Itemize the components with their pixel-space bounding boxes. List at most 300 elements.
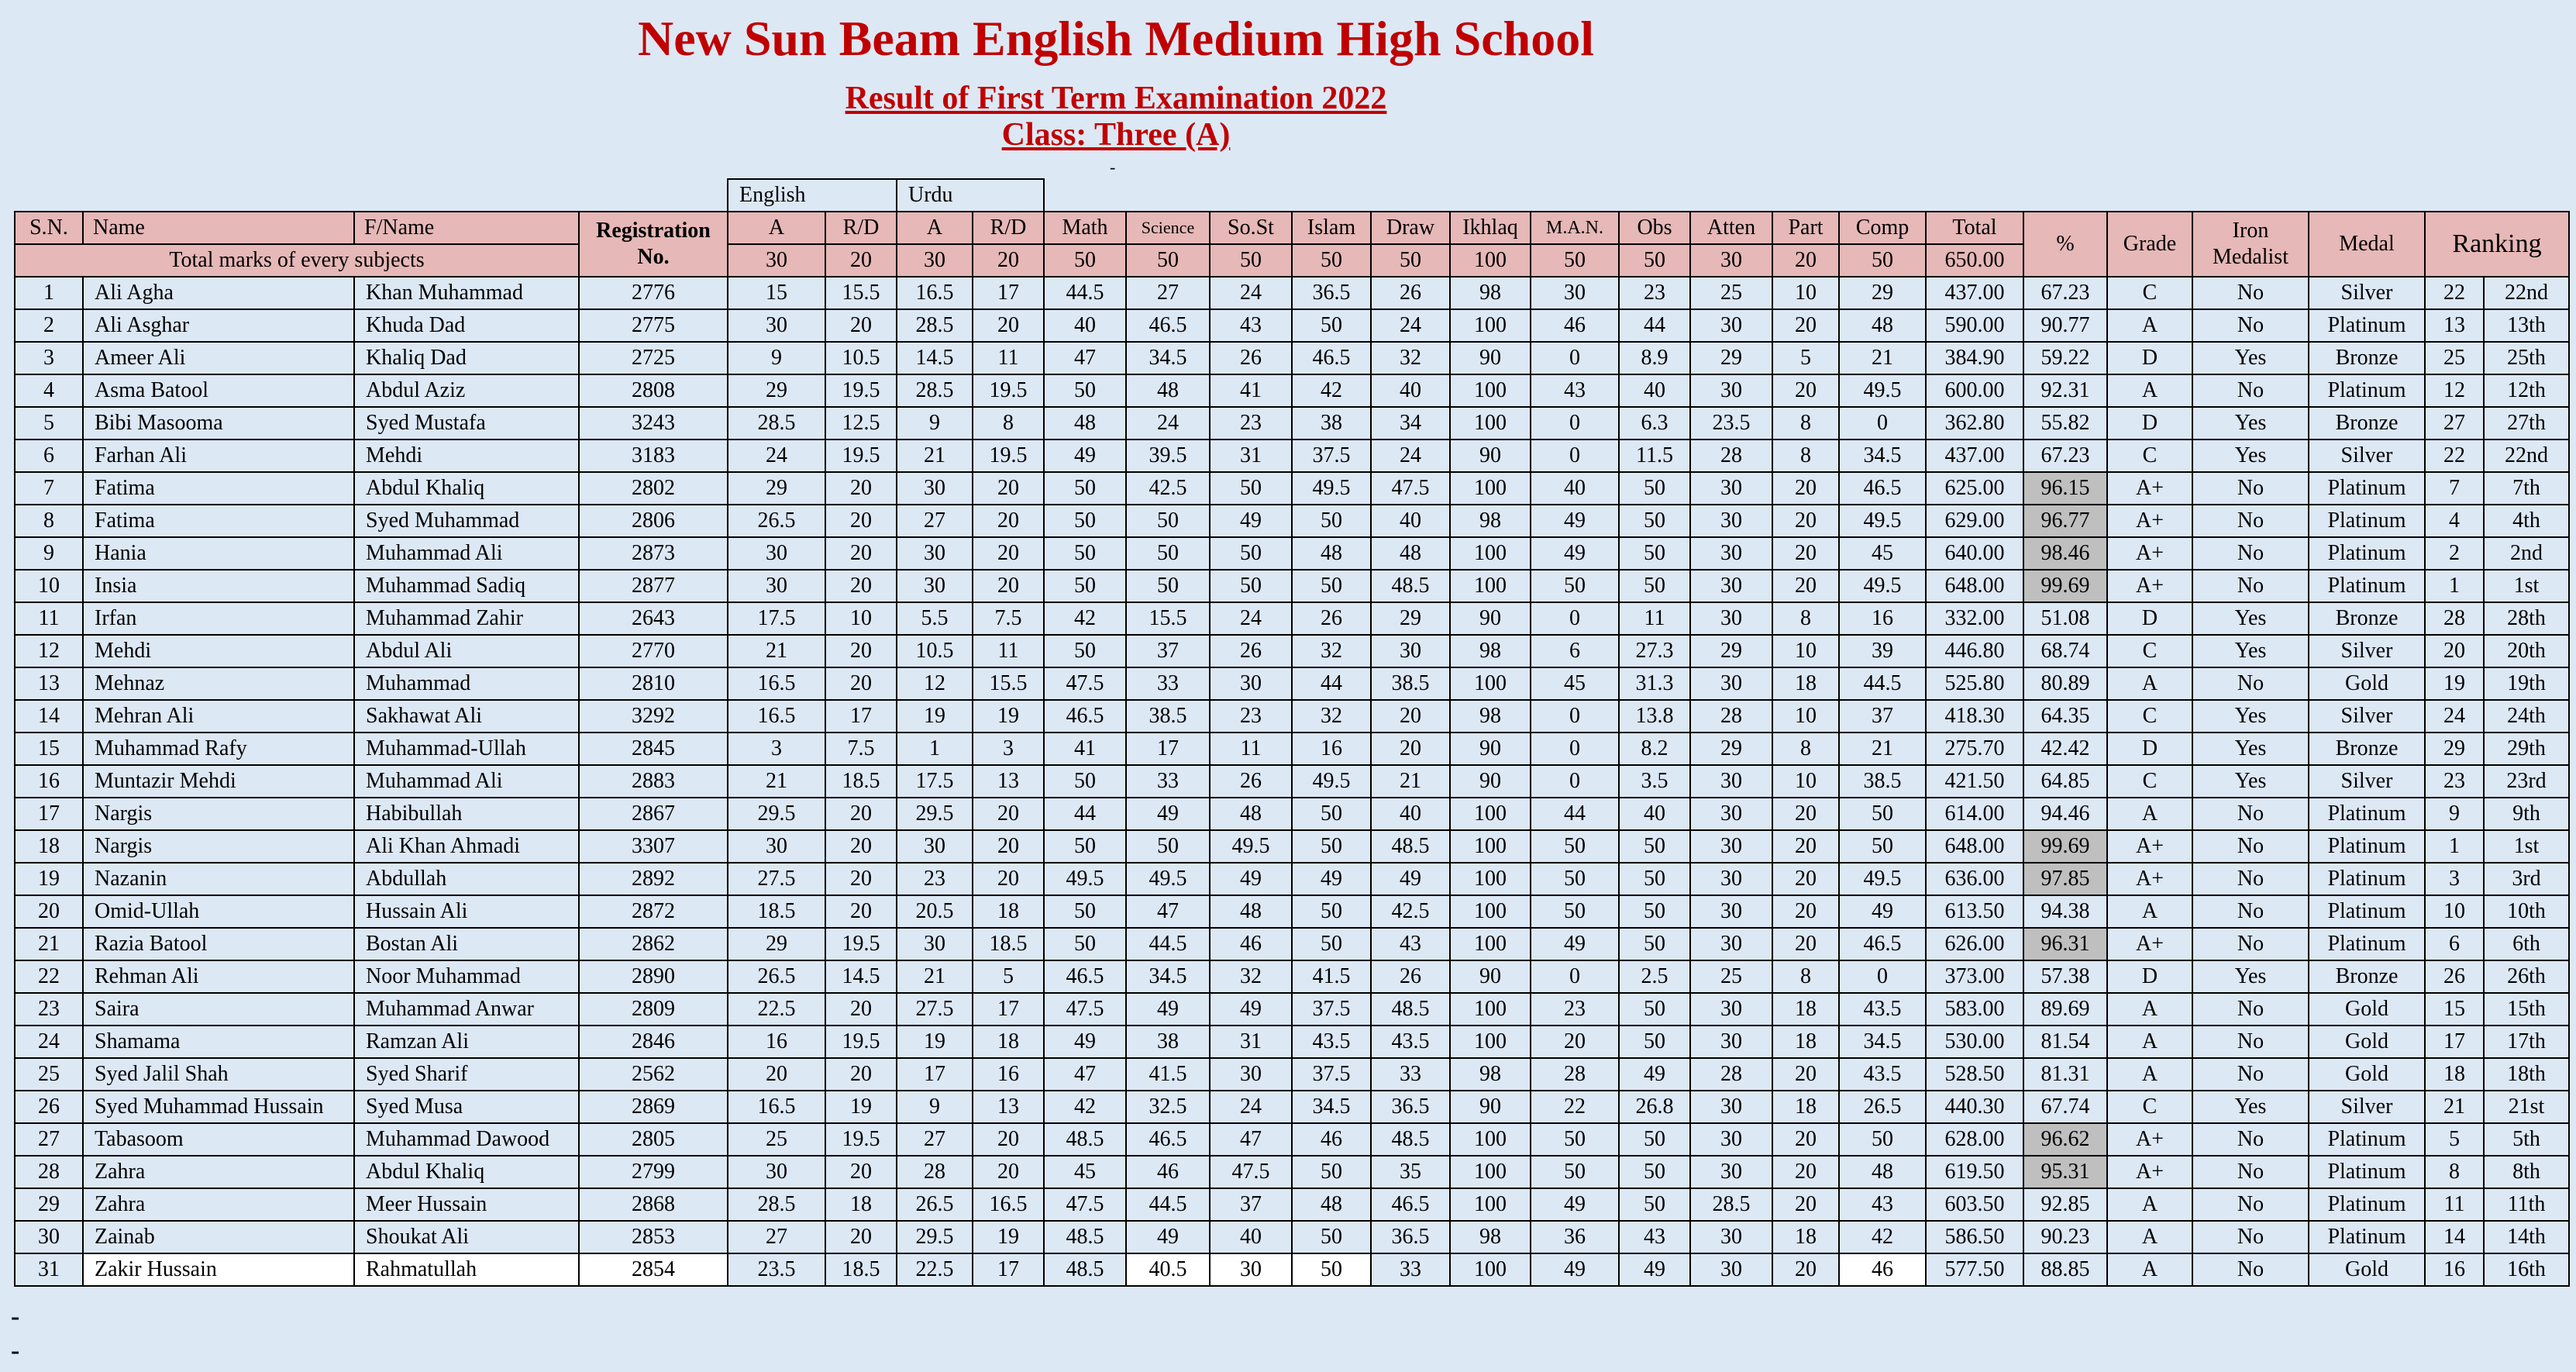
mark-cell: 41.5 xyxy=(1292,960,1371,993)
position-cell: 14th xyxy=(2484,1221,2569,1253)
registration-cell: 2873 xyxy=(579,537,728,570)
mark-cell: 10.5 xyxy=(897,635,973,667)
mark-cell: 38 xyxy=(1292,407,1371,440)
mark-cell: 46.5 xyxy=(1126,309,1210,342)
grade-cell: A xyxy=(2107,1188,2192,1221)
position-cell: 7th xyxy=(2484,472,2569,505)
rank-cell: 1 xyxy=(2425,570,2484,602)
mark-cell: 13.8 xyxy=(1619,700,1690,733)
mark-cell: 17.5 xyxy=(728,602,825,635)
serial-cell: 14 xyxy=(15,700,83,733)
mark-cell: 27.5 xyxy=(897,993,973,1026)
mark-cell: 43.5 xyxy=(1292,1026,1371,1058)
mark-cell: 100 xyxy=(1450,309,1531,342)
medal-cell: Platinum xyxy=(2309,1156,2425,1188)
registration-cell: 2802 xyxy=(579,472,728,505)
mark-cell: 98 xyxy=(1450,1058,1531,1091)
max-mark: 30 xyxy=(897,244,973,277)
grade-cell: A xyxy=(2107,993,2192,1026)
total-marks-label: Total marks of every subjects xyxy=(15,244,579,277)
mark-cell: 49.5 xyxy=(1292,472,1371,505)
mark-cell: 20 xyxy=(973,798,1044,830)
grade-cell: A+ xyxy=(2107,830,2192,863)
mark-cell: 49.5 xyxy=(1292,765,1371,798)
mark-cell: 30 xyxy=(728,830,825,863)
mark-cell: 100 xyxy=(1450,537,1531,570)
mark-cell: 50 xyxy=(1619,505,1690,537)
mark-cell: 37 xyxy=(1839,700,1926,733)
medal-cell: Gold xyxy=(2309,667,2425,700)
registration-cell: 2869 xyxy=(579,1091,728,1123)
registration-cell: 2770 xyxy=(579,635,728,667)
mark-cell: 19 xyxy=(897,1026,973,1058)
registration-cell: 2805 xyxy=(579,1123,728,1156)
mark-cell: 30 xyxy=(1690,1091,1772,1123)
student-name-cell: Mehran Ali xyxy=(83,700,354,733)
mark-cell: 48.5 xyxy=(1044,1253,1126,1286)
max-mark: 50 xyxy=(1371,244,1450,277)
mark-cell: 30 xyxy=(1690,1253,1772,1286)
registration-cell: 2806 xyxy=(579,505,728,537)
mark-cell: 32 xyxy=(1371,342,1450,374)
position-cell: 8th xyxy=(2484,1156,2569,1188)
mark-cell: 20 xyxy=(1772,1058,1839,1091)
position-cell: 29th xyxy=(2484,733,2569,765)
father-name-cell: Abdul Aziz xyxy=(354,374,579,407)
student-name-cell: Saira xyxy=(83,993,354,1026)
table-row xyxy=(15,570,2569,602)
mark-cell: 40 xyxy=(1619,798,1690,830)
iron-medalist-cell: No xyxy=(2192,1221,2309,1253)
mark-cell: 47.5 xyxy=(1210,1156,1292,1188)
grade-cell: A+ xyxy=(2107,505,2192,537)
registration-cell: 2845 xyxy=(579,733,728,765)
rank-cell: 16 xyxy=(2425,1253,2484,1286)
grade-cell: C xyxy=(2107,765,2192,798)
rank-cell: 22 xyxy=(2425,440,2484,472)
registration-cell: 2892 xyxy=(579,863,728,895)
registration-cell: 2868 xyxy=(579,1188,728,1221)
serial-cell: 4 xyxy=(15,374,83,407)
mark-cell: 20 xyxy=(825,798,897,830)
mark-cell: 30 xyxy=(1210,1058,1292,1091)
father-name-cell: Muhammad Sadiq xyxy=(354,570,579,602)
registration-cell: 2877 xyxy=(579,570,728,602)
mark-cell: 43 xyxy=(1210,309,1292,342)
student-name-cell: Muntazir Mehdi xyxy=(83,765,354,798)
mark-cell: 26.5 xyxy=(897,1188,973,1221)
mark-cell: 3 xyxy=(728,733,825,765)
serial-cell: 10 xyxy=(15,570,83,602)
position-cell: 24th xyxy=(2484,700,2569,733)
mark-cell: 49 xyxy=(1126,1221,1210,1253)
serial-cell: 1 xyxy=(15,277,83,309)
iron-medalist-cell: No xyxy=(2192,1058,2309,1091)
mark-cell: 6 xyxy=(1531,635,1619,667)
mark-cell: 26 xyxy=(1371,277,1450,309)
mark-cell: 34 xyxy=(1371,407,1450,440)
mark-cell: 49 xyxy=(1044,440,1126,472)
mark-cell: 48 xyxy=(1292,1188,1371,1221)
mark-cell: 40 xyxy=(1371,505,1450,537)
student-name-cell: Nargis xyxy=(83,830,354,863)
mark-cell: 0 xyxy=(1531,733,1619,765)
registration-cell: 3183 xyxy=(579,440,728,472)
position-cell: 25th xyxy=(2484,342,2569,374)
mark-cell: 30 xyxy=(1210,1253,1292,1286)
grade-cell: A xyxy=(2107,1058,2192,1091)
mark-cell: 22.5 xyxy=(728,993,825,1026)
grade-cell: C xyxy=(2107,277,2192,309)
header-draw: Draw xyxy=(1371,212,1450,244)
iron-medalist-cell: No xyxy=(2192,863,2309,895)
header-registration-line1: Registration xyxy=(596,219,711,243)
student-name-cell: Nazanin xyxy=(83,863,354,895)
mark-cell: 18 xyxy=(973,1026,1044,1058)
mark-cell: 23 xyxy=(1531,993,1619,1026)
mark-cell: 29 xyxy=(728,374,825,407)
rank-cell: 18 xyxy=(2425,1058,2484,1091)
father-name-cell: Muhammad Dawood xyxy=(354,1123,579,1156)
total-cell: 530.00 xyxy=(1926,1026,2023,1058)
mark-cell: 30 xyxy=(728,570,825,602)
mark-cell: 10 xyxy=(1772,635,1839,667)
table-row xyxy=(15,374,2569,407)
header-science: Science xyxy=(1126,212,1210,244)
mark-cell: 17 xyxy=(1126,733,1210,765)
mark-cell: 49 xyxy=(1044,1026,1126,1058)
mark-cell: 0 xyxy=(1839,960,1926,993)
mark-cell: 90 xyxy=(1450,602,1531,635)
mark-cell: 50 xyxy=(1619,1188,1690,1221)
rank-cell: 11 xyxy=(2425,1188,2484,1221)
student-name-cell: Ali Agha xyxy=(83,277,354,309)
serial-cell: 19 xyxy=(15,863,83,895)
position-cell: 20th xyxy=(2484,635,2569,667)
mark-cell: 47 xyxy=(1044,1058,1126,1091)
table-row xyxy=(15,1188,2569,1221)
total-cell: 384.90 xyxy=(1926,342,2023,374)
mark-cell: 44.5 xyxy=(1839,667,1926,700)
mark-cell: 49 xyxy=(1126,798,1210,830)
max-mark: 50 xyxy=(1044,244,1126,277)
mark-cell: 47 xyxy=(1126,895,1210,928)
mark-cell: 48.5 xyxy=(1371,1123,1450,1156)
rank-cell: 19 xyxy=(2425,667,2484,700)
mark-cell: 48.5 xyxy=(1371,830,1450,863)
rank-cell: 20 xyxy=(2425,635,2484,667)
mark-cell: 47 xyxy=(1210,1123,1292,1156)
mark-cell: 18.5 xyxy=(973,928,1044,960)
mark-cell: 42 xyxy=(1044,602,1126,635)
mark-cell: 3.5 xyxy=(1619,765,1690,798)
mark-cell: 18 xyxy=(973,895,1044,928)
student-name-cell: Ali Asghar xyxy=(83,309,354,342)
grade-cell: A+ xyxy=(2107,1156,2192,1188)
mark-cell: 29 xyxy=(1690,342,1772,374)
father-name-cell: Khan Muhammad xyxy=(354,277,579,309)
mark-cell: 26 xyxy=(1210,342,1292,374)
mark-cell: 20 xyxy=(973,1123,1044,1156)
registration-cell: 2809 xyxy=(579,993,728,1026)
grade-cell: A+ xyxy=(2107,472,2192,505)
mark-cell: 50 xyxy=(1619,1156,1690,1188)
percent-cell: 98.46 xyxy=(2023,537,2107,570)
mark-cell: 30 xyxy=(1690,928,1772,960)
mark-cell: 30 xyxy=(1690,309,1772,342)
mark-cell: 30 xyxy=(728,537,825,570)
mark-cell: 18.5 xyxy=(825,765,897,798)
serial-cell: 7 xyxy=(15,472,83,505)
total-cell: 640.00 xyxy=(1926,537,2023,570)
mark-cell: 25 xyxy=(1690,277,1772,309)
student-name-cell: Fatima xyxy=(83,472,354,505)
mark-cell: 47.5 xyxy=(1371,472,1450,505)
serial-cell: 23 xyxy=(15,993,83,1026)
mark-cell: 50 xyxy=(1619,863,1690,895)
percent-cell: 88.85 xyxy=(2023,1253,2107,1286)
medal-cell: Gold xyxy=(2309,1058,2425,1091)
mark-cell: 90 xyxy=(1450,960,1531,993)
medal-cell: Silver xyxy=(2309,765,2425,798)
mark-cell: 0 xyxy=(1531,440,1619,472)
mark-cell: 49.5 xyxy=(1839,863,1926,895)
mark-cell: 28.5 xyxy=(728,407,825,440)
total-cell: 418.30 xyxy=(1926,700,2023,733)
mark-cell: 41 xyxy=(1210,374,1292,407)
serial-cell: 13 xyxy=(15,667,83,700)
table-row xyxy=(15,277,2569,309)
mark-cell: 49 xyxy=(1210,863,1292,895)
percent-cell: 96.77 xyxy=(2023,505,2107,537)
medal-cell: Silver xyxy=(2309,1091,2425,1123)
mark-cell: 20 xyxy=(825,830,897,863)
medal-cell: Platinum xyxy=(2309,1221,2425,1253)
grade-cell: A+ xyxy=(2107,537,2192,570)
mark-cell: 21 xyxy=(1371,765,1450,798)
mark-cell: 37.5 xyxy=(1292,440,1371,472)
mark-cell: 35 xyxy=(1371,1156,1450,1188)
mark-cell: 29 xyxy=(1839,277,1926,309)
mark-cell: 48 xyxy=(1839,1156,1926,1188)
mark-cell: 23 xyxy=(1210,700,1292,733)
mark-cell: 30 xyxy=(897,830,973,863)
total-cell: 648.00 xyxy=(1926,830,2023,863)
mark-cell: 33 xyxy=(1126,765,1210,798)
mark-cell: 22 xyxy=(1531,1091,1619,1123)
mark-cell: 50 xyxy=(1531,1156,1619,1188)
medal-cell: Platinum xyxy=(2309,570,2425,602)
mark-cell: 30 xyxy=(1531,277,1619,309)
father-name-cell: Meer Hussain xyxy=(354,1188,579,1221)
mark-cell: 43.5 xyxy=(1839,993,1926,1026)
percent-cell: 99.69 xyxy=(2023,570,2107,602)
mark-cell: 50 xyxy=(1210,472,1292,505)
medal-cell: Gold xyxy=(2309,993,2425,1026)
father-name-cell: Noor Muhammad xyxy=(354,960,579,993)
mark-cell: 33 xyxy=(1371,1253,1450,1286)
iron-medalist-cell: Yes xyxy=(2192,765,2309,798)
total-cell: 437.00 xyxy=(1926,277,2023,309)
mark-cell: 28 xyxy=(1531,1058,1619,1091)
mark-cell: 34.5 xyxy=(1126,342,1210,374)
mark-cell: 14.5 xyxy=(825,960,897,993)
mark-cell: 49 xyxy=(1531,537,1619,570)
mark-cell: 27.5 xyxy=(728,863,825,895)
total-cell: 648.00 xyxy=(1926,570,2023,602)
mark-cell: 19.5 xyxy=(825,374,897,407)
mark-cell: 50 xyxy=(1044,472,1126,505)
mark-cell: 50 xyxy=(1619,537,1690,570)
mark-cell: 27 xyxy=(1126,277,1210,309)
mark-cell: 30 xyxy=(1210,667,1292,700)
mark-cell: 1 xyxy=(897,733,973,765)
position-cell: 12th xyxy=(2484,374,2569,407)
mark-cell: 20 xyxy=(1772,1188,1839,1221)
rank-cell: 10 xyxy=(2425,895,2484,928)
grade-cell: A xyxy=(2107,667,2192,700)
mark-cell: 18 xyxy=(1772,1026,1839,1058)
mark-cell: 90 xyxy=(1450,765,1531,798)
class-title: Class: Three (A) xyxy=(1001,117,1231,153)
total-cell: 636.00 xyxy=(1926,863,2023,895)
mark-cell: 50 xyxy=(1531,863,1619,895)
grade-cell: C xyxy=(2107,635,2192,667)
mark-cell: 28.5 xyxy=(897,309,973,342)
mark-cell: 24 xyxy=(1371,440,1450,472)
mark-cell: 20 xyxy=(728,1058,825,1091)
mark-cell: 26 xyxy=(1210,765,1292,798)
medal-cell: Platinum xyxy=(2309,374,2425,407)
serial-cell: 16 xyxy=(15,765,83,798)
registration-cell: 2799 xyxy=(579,1156,728,1188)
mark-cell: 20 xyxy=(973,309,1044,342)
iron-medalist-cell: No xyxy=(2192,1026,2309,1058)
mark-cell: 50 xyxy=(1126,570,1210,602)
mark-cell: 20 xyxy=(1772,374,1839,407)
serial-cell: 28 xyxy=(15,1156,83,1188)
iron-medalist-cell: No xyxy=(2192,1253,2309,1286)
mark-cell: 38.5 xyxy=(1126,700,1210,733)
student-name-cell: Mehdi xyxy=(83,635,354,667)
father-name-cell: Muhammad Ali xyxy=(354,765,579,798)
result-body xyxy=(15,277,2569,1286)
iron-medalist-cell: No xyxy=(2192,798,2309,830)
header-man: M.A.N. xyxy=(1531,212,1619,244)
mark-cell: 49 xyxy=(1531,505,1619,537)
mark-cell: 37.5 xyxy=(1292,993,1371,1026)
mark-cell: 27.3 xyxy=(1619,635,1690,667)
grade-cell: A xyxy=(2107,1026,2192,1058)
mark-cell: 26.5 xyxy=(1839,1091,1926,1123)
mark-cell: 30 xyxy=(1690,798,1772,830)
mark-cell: 46.5 xyxy=(1044,960,1126,993)
serial-cell: 25 xyxy=(15,1058,83,1091)
position-cell: 26th xyxy=(2484,960,2569,993)
father-name-cell: Khuda Dad xyxy=(354,309,579,342)
mark-cell: 49.5 xyxy=(1839,570,1926,602)
max-mark: 30 xyxy=(728,244,825,277)
mark-cell: 18 xyxy=(1772,993,1839,1026)
mark-cell: 46 xyxy=(1210,928,1292,960)
percent-cell: 55.82 xyxy=(2023,407,2107,440)
table-row xyxy=(15,928,2569,960)
mark-cell: 20 xyxy=(1772,537,1839,570)
max-mark: 50 xyxy=(1839,244,1926,277)
group-english: English xyxy=(728,179,897,212)
mark-cell: 46.5 xyxy=(1044,700,1126,733)
father-name-cell: Mehdi xyxy=(354,440,579,472)
mark-cell: 47.5 xyxy=(1044,1188,1126,1221)
mark-cell: 43 xyxy=(1531,374,1619,407)
mark-cell: 17 xyxy=(973,277,1044,309)
total-cell: 586.50 xyxy=(1926,1221,2023,1253)
total-cell: 619.50 xyxy=(1926,1156,2023,1188)
mark-cell: 15.5 xyxy=(1126,602,1210,635)
father-name-cell: Abdul Khaliq xyxy=(354,472,579,505)
max-mark: 50 xyxy=(1292,244,1371,277)
mark-cell: 20 xyxy=(825,1156,897,1188)
mark-cell: 29.5 xyxy=(897,1221,973,1253)
serial-cell: 20 xyxy=(15,895,83,928)
father-name-cell: Bostan Ali xyxy=(354,928,579,960)
serial-cell: 2 xyxy=(15,309,83,342)
mark-cell: 48.5 xyxy=(1371,993,1450,1026)
rank-cell: 7 xyxy=(2425,472,2484,505)
mark-cell: 50 xyxy=(1292,895,1371,928)
mark-cell: 50 xyxy=(1292,1221,1371,1253)
medal-cell: Bronze xyxy=(2309,407,2425,440)
mark-cell: 20 xyxy=(1772,863,1839,895)
student-name-cell: Hania xyxy=(83,537,354,570)
serial-cell: 5 xyxy=(15,407,83,440)
serial-cell: 21 xyxy=(15,928,83,960)
iron-medalist-cell: No xyxy=(2192,1188,2309,1221)
mark-cell: 3 xyxy=(973,733,1044,765)
mark-cell: 5.5 xyxy=(897,602,973,635)
position-cell: 16th xyxy=(2484,1253,2569,1286)
mark-cell: 27 xyxy=(728,1221,825,1253)
registration-cell: 2862 xyxy=(579,928,728,960)
serial-cell: 12 xyxy=(15,635,83,667)
father-name-cell: Muhammad Anwar xyxy=(354,993,579,1026)
position-cell: 27th xyxy=(2484,407,2569,440)
student-name-cell: Shamama xyxy=(83,1026,354,1058)
registration-cell: 2810 xyxy=(579,667,728,700)
total-cell: 629.00 xyxy=(1926,505,2023,537)
mark-cell: 46 xyxy=(1839,1253,1926,1286)
position-cell: 3rd xyxy=(2484,863,2569,895)
student-name-cell: Farhan Ali xyxy=(83,440,354,472)
mark-cell: 48 xyxy=(1210,895,1292,928)
mark-cell: 46 xyxy=(1126,1156,1210,1188)
mark-cell: 19.5 xyxy=(825,440,897,472)
mark-cell: 39.5 xyxy=(1126,440,1210,472)
serial-cell: 22 xyxy=(15,960,83,993)
percent-cell: 94.38 xyxy=(2023,895,2107,928)
medal-cell: Silver xyxy=(2309,440,2425,472)
mark-cell: 19.5 xyxy=(973,440,1044,472)
registration-cell: 2854 xyxy=(579,1253,728,1286)
mark-cell: 50 xyxy=(1619,928,1690,960)
mark-cell: 10.5 xyxy=(825,342,897,374)
student-name-cell: Zainab xyxy=(83,1221,354,1253)
total-cell: 614.00 xyxy=(1926,798,2023,830)
mark-cell: 48.5 xyxy=(1044,1221,1126,1253)
mark-cell: 37 xyxy=(1210,1188,1292,1221)
rank-cell: 17 xyxy=(2425,1026,2484,1058)
mark-cell: 49 xyxy=(1531,928,1619,960)
